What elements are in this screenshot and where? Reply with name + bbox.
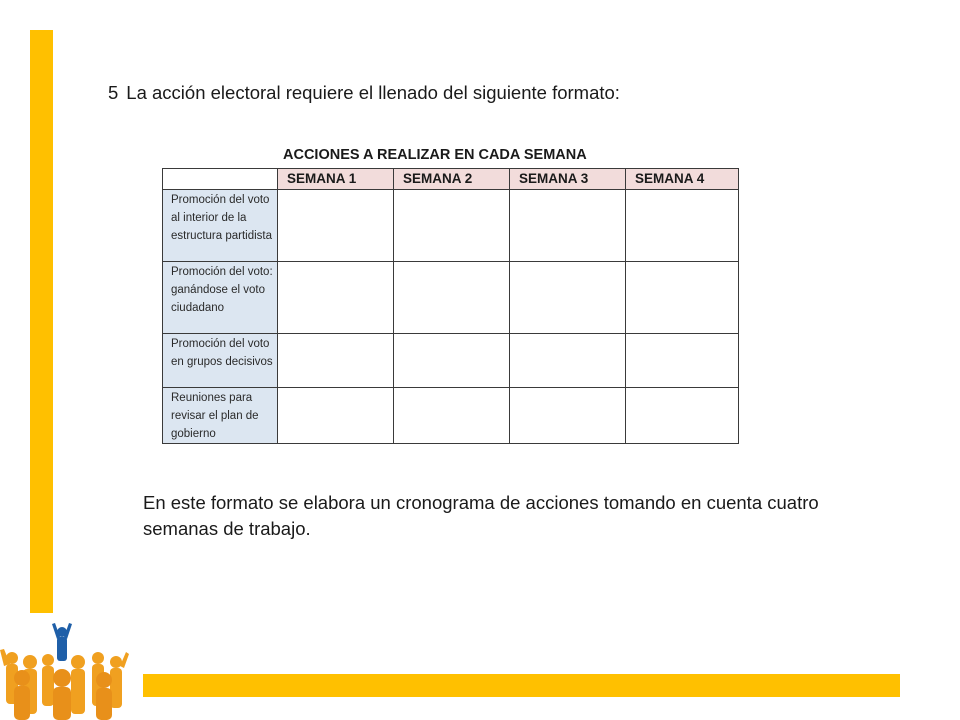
table-row xyxy=(163,388,739,444)
schedule-cell xyxy=(626,334,739,388)
schedule-cell xyxy=(278,334,394,388)
left-accent-bar xyxy=(30,30,53,613)
schedule-cell xyxy=(510,334,626,388)
week-2-header: SEMANA 2 xyxy=(394,169,510,190)
schedule-cell xyxy=(394,190,510,262)
bottom-accent-bar xyxy=(143,674,900,697)
schedule-cell xyxy=(510,190,626,262)
schedule-cell xyxy=(278,388,394,444)
heading-text: La acción electoral requiere el llenado del siguiente formato: xyxy=(126,82,620,103)
schedule-cell xyxy=(510,388,626,444)
slide-heading xyxy=(108,82,620,104)
week-4-header: SEMANA 4 xyxy=(626,169,739,190)
schedule-cell xyxy=(278,190,394,262)
row-label: Promoción del voto al interior de la estructura partidista xyxy=(163,190,278,262)
schedule-cell xyxy=(626,388,739,444)
schedule-cell xyxy=(394,334,510,388)
table-row xyxy=(163,262,739,334)
schedule-cell xyxy=(626,190,739,262)
schedule-cell xyxy=(510,262,626,334)
schedule-cell xyxy=(278,262,394,334)
row-label: Promoción del voto: ganándose el voto ciudadano xyxy=(163,262,278,334)
team-figures-logo xyxy=(0,620,130,720)
schedule-cell xyxy=(626,262,739,334)
row-label: Reuniones para revisar el plan de gobierno xyxy=(163,388,278,444)
schedule-cell xyxy=(394,262,510,334)
row-label: Promoción del voto en grupos decisivos xyxy=(163,334,278,388)
header-corner-cell xyxy=(163,169,278,190)
schedule-cell xyxy=(394,388,510,444)
table-row xyxy=(163,334,739,388)
table-header-row xyxy=(163,169,739,190)
schedule-table xyxy=(162,168,739,444)
table-title: ACCIONES A REALIZAR EN CADA SEMANA xyxy=(283,147,587,163)
week-3-header: SEMANA 3 xyxy=(510,169,626,190)
body-paragraph: En este formato se elabora un cronograma de acciones tomando en cuenta cuatro semanas de trabajo. xyxy=(143,492,819,539)
item-number: 5 xyxy=(108,82,119,103)
table-row xyxy=(163,190,739,262)
week-1-header: SEMANA 1 xyxy=(278,169,394,190)
